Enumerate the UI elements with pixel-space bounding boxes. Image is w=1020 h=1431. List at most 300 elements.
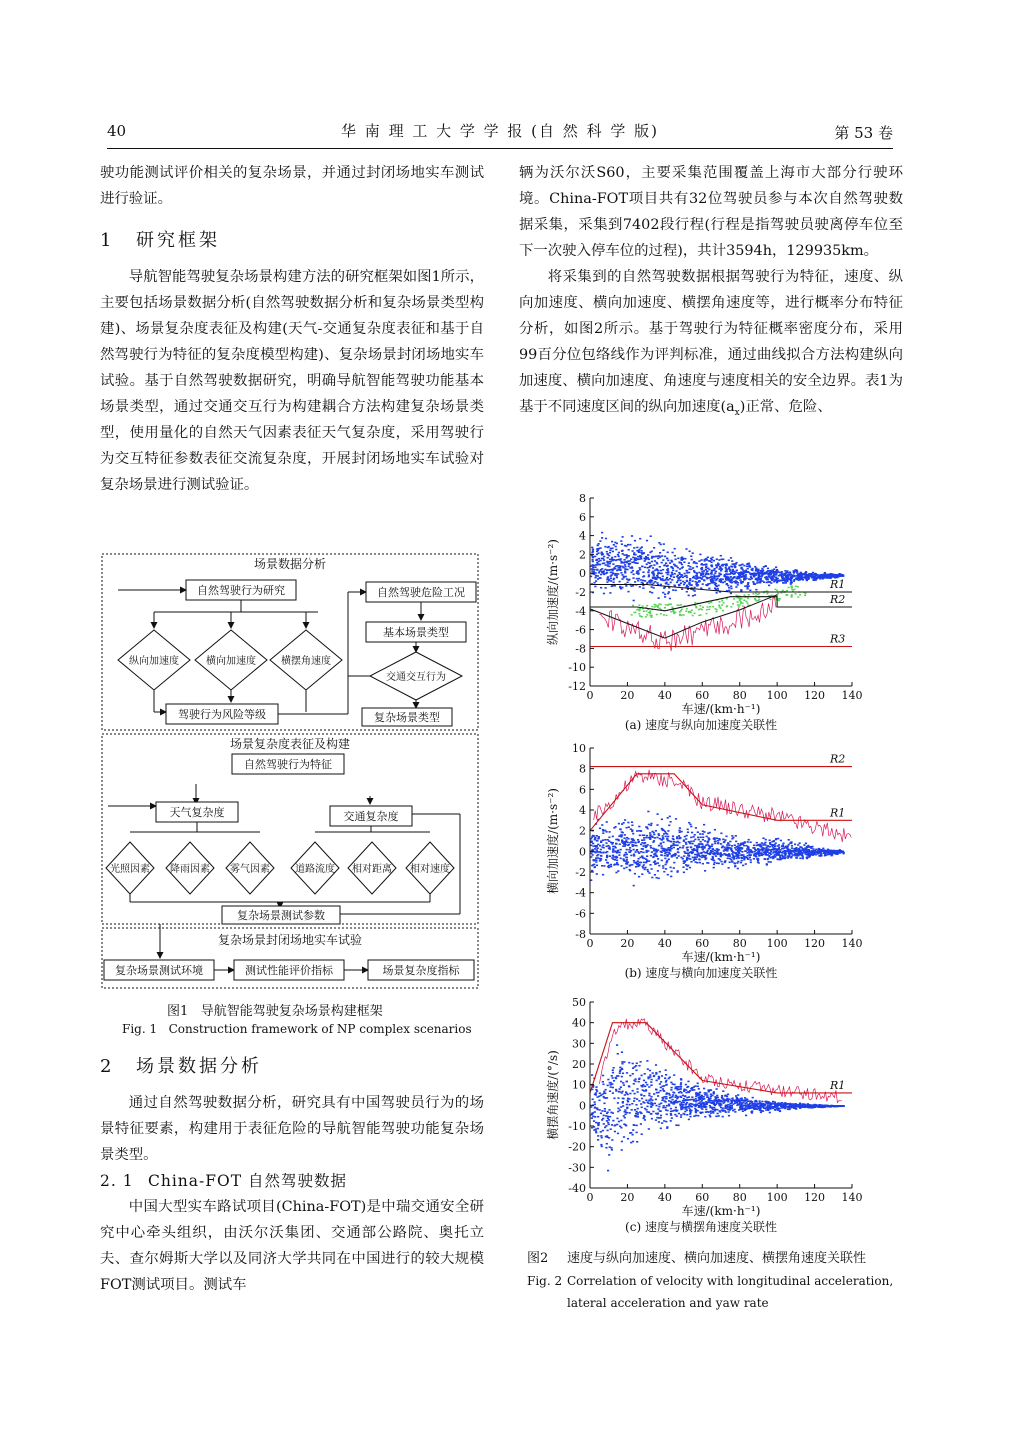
data-point bbox=[658, 1078, 660, 1080]
data-point bbox=[642, 580, 644, 582]
data-point bbox=[697, 831, 699, 833]
secondary-point bbox=[638, 613, 640, 615]
data-point bbox=[741, 851, 743, 853]
data-point bbox=[757, 570, 759, 572]
secondary-point bbox=[632, 605, 634, 607]
data-point bbox=[672, 1094, 674, 1096]
data-point bbox=[777, 838, 779, 840]
data-point bbox=[786, 1103, 788, 1105]
x-tick-label: 60 bbox=[695, 689, 710, 702]
data-point bbox=[670, 574, 672, 576]
data-point bbox=[665, 583, 667, 585]
data-point bbox=[632, 833, 634, 835]
data-point bbox=[597, 1125, 599, 1127]
secondary-point bbox=[730, 606, 732, 608]
data-point bbox=[807, 1103, 809, 1105]
data-point bbox=[616, 1124, 618, 1126]
data-point bbox=[609, 846, 611, 848]
data-point bbox=[790, 583, 792, 585]
data-point bbox=[712, 557, 714, 559]
data-point bbox=[759, 1102, 761, 1104]
data-point bbox=[770, 849, 772, 851]
data-point bbox=[746, 1099, 748, 1101]
data-point bbox=[789, 1109, 791, 1111]
data-point bbox=[663, 1105, 665, 1107]
data-point bbox=[661, 828, 663, 830]
data-point bbox=[671, 845, 673, 847]
data-point bbox=[722, 582, 724, 584]
data-point bbox=[714, 843, 716, 845]
data-point bbox=[623, 1136, 625, 1138]
data-point bbox=[731, 1107, 733, 1109]
data-point bbox=[762, 847, 764, 849]
data-point bbox=[686, 586, 688, 588]
data-point bbox=[687, 1081, 689, 1083]
data-point bbox=[716, 850, 718, 852]
data-point bbox=[601, 558, 603, 560]
data-point bbox=[620, 1106, 622, 1108]
data-point bbox=[759, 1100, 761, 1102]
data-point bbox=[651, 580, 653, 582]
data-point bbox=[801, 573, 803, 575]
data-point bbox=[688, 822, 690, 824]
data-point bbox=[687, 853, 689, 855]
data-point bbox=[620, 540, 622, 542]
data-point bbox=[609, 550, 611, 552]
data-point bbox=[661, 1100, 663, 1102]
data-point bbox=[688, 1119, 690, 1121]
data-point bbox=[632, 842, 634, 844]
data-point bbox=[662, 569, 664, 571]
data-point bbox=[700, 574, 702, 576]
data-point bbox=[621, 865, 623, 867]
data-point bbox=[796, 1105, 798, 1107]
data-point bbox=[769, 842, 771, 844]
data-point bbox=[761, 576, 763, 578]
data-point bbox=[682, 566, 684, 568]
data-point bbox=[609, 559, 611, 561]
data-point bbox=[671, 572, 673, 574]
data-point bbox=[636, 849, 638, 851]
data-point bbox=[662, 1098, 664, 1100]
data-point bbox=[623, 841, 625, 843]
data-point bbox=[628, 579, 630, 581]
data-point bbox=[668, 1105, 670, 1107]
data-point bbox=[650, 845, 652, 847]
data-point bbox=[661, 562, 663, 564]
data-point bbox=[654, 860, 656, 862]
data-point bbox=[618, 840, 620, 842]
data-point bbox=[653, 840, 655, 842]
data-point bbox=[762, 1107, 764, 1109]
data-point bbox=[714, 572, 716, 574]
data-point bbox=[649, 1070, 651, 1072]
data-point bbox=[699, 833, 701, 835]
data-point bbox=[634, 1109, 636, 1111]
data-point bbox=[617, 870, 619, 872]
data-point bbox=[780, 572, 782, 574]
data-point bbox=[633, 860, 635, 862]
data-point bbox=[596, 835, 598, 837]
data-point bbox=[720, 854, 722, 856]
data-point bbox=[621, 1076, 623, 1078]
data-point bbox=[638, 1065, 640, 1067]
data-point bbox=[653, 856, 655, 858]
data-point bbox=[605, 1089, 607, 1091]
figure-2-caption-cn bbox=[527, 1248, 907, 1270]
data-point bbox=[657, 1095, 659, 1097]
y-tick-label: 0 bbox=[579, 1099, 586, 1113]
data-point bbox=[682, 866, 684, 868]
data-point bbox=[649, 837, 651, 839]
data-point bbox=[701, 1096, 703, 1098]
data-point bbox=[676, 1110, 678, 1112]
data-point bbox=[737, 1094, 739, 1096]
data-point bbox=[647, 554, 649, 556]
data-point bbox=[718, 1115, 720, 1117]
data-point bbox=[626, 578, 628, 580]
figure-2-caption-en bbox=[527, 1270, 907, 1314]
data-point bbox=[742, 570, 744, 572]
data-point bbox=[644, 867, 646, 869]
data-point bbox=[778, 847, 780, 849]
data-point bbox=[697, 1093, 699, 1095]
data-point bbox=[612, 1120, 614, 1122]
data-point bbox=[812, 579, 814, 581]
data-point bbox=[634, 557, 636, 559]
data-point bbox=[736, 854, 738, 856]
data-point bbox=[735, 571, 737, 573]
left-column-lower bbox=[100, 1054, 484, 1298]
data-point bbox=[655, 578, 657, 580]
data-point bbox=[621, 842, 623, 844]
data-point bbox=[595, 1089, 597, 1091]
data-point bbox=[601, 846, 603, 848]
data-point bbox=[810, 575, 812, 577]
data-point bbox=[709, 852, 711, 854]
secondary-point bbox=[660, 613, 662, 615]
y-tick-label: -30 bbox=[568, 1161, 586, 1175]
secondary-point bbox=[683, 614, 685, 616]
data-point bbox=[795, 857, 797, 859]
data-point bbox=[628, 1086, 630, 1088]
data-point bbox=[778, 850, 780, 852]
data-point bbox=[769, 852, 771, 854]
data-point bbox=[603, 1097, 605, 1099]
data-point bbox=[612, 570, 614, 572]
data-point bbox=[615, 847, 617, 849]
data-point bbox=[642, 866, 644, 868]
data-point bbox=[743, 578, 745, 580]
secondary-point bbox=[785, 594, 787, 596]
data-point bbox=[672, 567, 674, 569]
data-point bbox=[611, 541, 613, 543]
secondary-point bbox=[738, 606, 740, 608]
data-point bbox=[729, 570, 731, 572]
data-point bbox=[598, 558, 600, 560]
data-point bbox=[653, 575, 655, 577]
data-point bbox=[775, 842, 777, 844]
data-point bbox=[605, 1147, 607, 1149]
basic-type-label: 基本场景类型 bbox=[383, 626, 449, 639]
data-point bbox=[632, 1067, 634, 1069]
data-point bbox=[621, 1063, 623, 1065]
data-point bbox=[625, 863, 627, 865]
data-point bbox=[678, 572, 680, 574]
test-env-label: 复杂场景测试环境 bbox=[115, 964, 203, 977]
data-point bbox=[749, 566, 751, 568]
data-point bbox=[824, 572, 826, 574]
data-point bbox=[678, 1092, 680, 1094]
data-point bbox=[835, 850, 837, 852]
data-point bbox=[718, 574, 720, 576]
secondary-point bbox=[726, 605, 728, 607]
data-point bbox=[787, 574, 789, 576]
data-point bbox=[641, 550, 643, 552]
caption-text: Correlation of velocity with longitudinal acceleration, lateral acceleration and yaw rate bbox=[567, 1274, 894, 1310]
data-point bbox=[601, 865, 603, 867]
data-point bbox=[788, 854, 790, 856]
data-point bbox=[681, 564, 683, 566]
data-point bbox=[683, 1098, 685, 1100]
data-point bbox=[747, 588, 749, 590]
data-point bbox=[751, 851, 753, 853]
data-point bbox=[648, 1093, 650, 1095]
data-point bbox=[659, 566, 661, 568]
data-point bbox=[727, 1104, 729, 1106]
data-point bbox=[634, 845, 636, 847]
data-point bbox=[607, 1122, 609, 1124]
data-point bbox=[644, 1073, 646, 1075]
data-point bbox=[603, 1091, 605, 1093]
data-point bbox=[670, 841, 672, 843]
data-point bbox=[706, 1111, 708, 1113]
right-paragraph-1: 辆为沃尔沃S60，主要采集范围覆盖上海市大部分行驶环境。China-FOT项目共有32位驾驶员参与本次自然驾驶数据采集，采集到7402段行程(行程是指驾驶员驶离停车位至下一次驶入停车位的过程)，共计3594h，129935km。 bbox=[519, 165, 903, 259]
data-point bbox=[603, 593, 605, 595]
data-point bbox=[638, 578, 640, 580]
data-point bbox=[635, 1113, 637, 1115]
data-point bbox=[619, 843, 621, 845]
data-point bbox=[683, 584, 685, 586]
data-point bbox=[671, 579, 673, 581]
data-point bbox=[731, 861, 733, 863]
data-point bbox=[602, 832, 604, 834]
secondary-point bbox=[656, 605, 658, 607]
data-point bbox=[819, 855, 821, 857]
data-point bbox=[621, 1092, 623, 1094]
data-point bbox=[703, 1098, 705, 1100]
data-point bbox=[595, 572, 597, 574]
data-point bbox=[813, 1106, 815, 1108]
data-point bbox=[632, 1129, 634, 1131]
data-point bbox=[662, 837, 664, 839]
data-point bbox=[662, 576, 664, 578]
data-point bbox=[602, 874, 604, 876]
data-point bbox=[711, 845, 713, 847]
secondary-point bbox=[777, 593, 779, 595]
data-point bbox=[682, 581, 684, 583]
data-point bbox=[694, 594, 696, 596]
data-point bbox=[811, 846, 813, 848]
data-point bbox=[643, 1095, 645, 1097]
data-point bbox=[732, 1110, 734, 1112]
data-point bbox=[745, 850, 747, 852]
data-point bbox=[667, 568, 669, 570]
data-point bbox=[736, 570, 738, 572]
secondary-point bbox=[654, 604, 656, 606]
data-point bbox=[688, 572, 690, 574]
data-point bbox=[619, 567, 621, 569]
data-point bbox=[673, 564, 675, 566]
data-point bbox=[695, 1111, 697, 1113]
data-point bbox=[607, 1118, 609, 1120]
data-point bbox=[702, 839, 704, 841]
data-point bbox=[629, 1112, 631, 1114]
data-point bbox=[705, 1103, 707, 1105]
data-point bbox=[615, 1089, 617, 1091]
data-point bbox=[820, 852, 822, 854]
data-point bbox=[789, 572, 791, 574]
data-point bbox=[670, 1089, 672, 1091]
chart-subcaption: (a) 速度与纵向加速度关联性 bbox=[624, 718, 778, 732]
data-point bbox=[590, 852, 592, 854]
data-point bbox=[621, 1149, 623, 1151]
y-axis-label: 横向加速度/(m·s⁻²) bbox=[546, 788, 560, 894]
data-point bbox=[712, 859, 714, 861]
intro-paragraph: 驶功能测试评价相关的复杂场景，并通过封闭场地实车测试进行验证。 bbox=[100, 165, 484, 207]
data-point bbox=[741, 1106, 743, 1108]
data-point bbox=[688, 1107, 690, 1109]
data-point bbox=[734, 844, 736, 846]
section-title: 研究框架 bbox=[136, 230, 220, 251]
data-point bbox=[678, 855, 680, 857]
data-point bbox=[619, 1091, 621, 1093]
data-point bbox=[627, 1100, 629, 1102]
data-point bbox=[638, 876, 640, 878]
secondary-point bbox=[708, 602, 710, 604]
data-point bbox=[656, 1092, 658, 1094]
data-point bbox=[598, 1100, 600, 1102]
data-point bbox=[620, 834, 622, 836]
data-point bbox=[802, 858, 804, 860]
data-point bbox=[718, 1104, 720, 1106]
data-point bbox=[601, 532, 603, 534]
data-point bbox=[595, 577, 597, 579]
data-point bbox=[741, 564, 743, 566]
boundary-label-r2: R2 bbox=[830, 593, 846, 606]
data-point bbox=[655, 1064, 657, 1066]
data-point bbox=[658, 1106, 660, 1108]
data-point bbox=[704, 1116, 706, 1118]
data-point bbox=[617, 1133, 619, 1135]
data-point bbox=[650, 1102, 652, 1104]
data-point bbox=[722, 559, 724, 561]
data-point bbox=[608, 837, 610, 839]
secondary-point bbox=[745, 601, 747, 603]
data-point bbox=[686, 572, 688, 574]
data-point bbox=[656, 1105, 658, 1107]
data-point bbox=[745, 863, 747, 865]
data-point bbox=[602, 839, 604, 841]
data-point bbox=[839, 575, 841, 577]
data-point bbox=[801, 1106, 803, 1108]
data-point bbox=[704, 859, 706, 861]
data-point bbox=[703, 851, 705, 853]
data-point bbox=[626, 554, 628, 556]
data-point bbox=[686, 577, 688, 579]
data-point bbox=[816, 577, 818, 579]
data-point bbox=[632, 585, 634, 587]
x-tick-label: 120 bbox=[804, 1191, 826, 1204]
data-point bbox=[733, 862, 735, 864]
data-point bbox=[616, 1044, 618, 1046]
data-point bbox=[829, 1106, 831, 1108]
data-point bbox=[815, 854, 817, 856]
data-point bbox=[769, 1112, 771, 1114]
data-point bbox=[664, 596, 666, 598]
x-tick-label: 20 bbox=[620, 1191, 635, 1204]
secondary-point bbox=[799, 594, 801, 596]
data-point bbox=[622, 536, 624, 538]
data-point bbox=[758, 855, 760, 857]
data-point bbox=[690, 555, 692, 557]
data-point bbox=[799, 858, 801, 860]
data-point bbox=[743, 1108, 745, 1110]
data-point bbox=[747, 584, 749, 586]
data-point bbox=[720, 570, 722, 572]
data-point bbox=[659, 577, 661, 579]
data-point bbox=[687, 565, 689, 567]
data-point bbox=[717, 1113, 719, 1115]
data-point bbox=[597, 545, 599, 547]
data-point bbox=[729, 1107, 731, 1109]
data-point bbox=[644, 560, 646, 562]
data-point bbox=[709, 846, 711, 848]
data-point bbox=[621, 574, 623, 576]
y-axis-label: 纵向加速度/(m·s⁻²) bbox=[546, 539, 560, 645]
data-point bbox=[600, 587, 602, 589]
envelope-line bbox=[599, 1019, 842, 1103]
data-point bbox=[700, 1107, 702, 1109]
data-point bbox=[612, 842, 614, 844]
data-point bbox=[638, 551, 640, 553]
data-point bbox=[685, 1103, 687, 1105]
data-point bbox=[628, 566, 630, 568]
data-point bbox=[635, 866, 637, 868]
data-point bbox=[638, 572, 640, 574]
data-point bbox=[722, 839, 724, 841]
data-point bbox=[616, 577, 618, 579]
secondary-point bbox=[681, 609, 683, 611]
data-point bbox=[808, 846, 810, 848]
secondary-point bbox=[680, 610, 682, 612]
data-point bbox=[758, 844, 760, 846]
data-point bbox=[666, 838, 668, 840]
data-point bbox=[707, 574, 709, 576]
data-point bbox=[701, 559, 703, 561]
data-point bbox=[601, 1119, 603, 1121]
data-point bbox=[670, 582, 672, 584]
data-point bbox=[701, 855, 703, 857]
data-point bbox=[674, 1114, 676, 1116]
data-point bbox=[686, 1087, 688, 1089]
data-point bbox=[735, 835, 737, 837]
secondary-point bbox=[737, 601, 739, 603]
data-point bbox=[787, 855, 789, 857]
data-point bbox=[596, 865, 598, 867]
figure-1-caption-en bbox=[122, 1022, 472, 1036]
data-point bbox=[650, 1081, 652, 1083]
